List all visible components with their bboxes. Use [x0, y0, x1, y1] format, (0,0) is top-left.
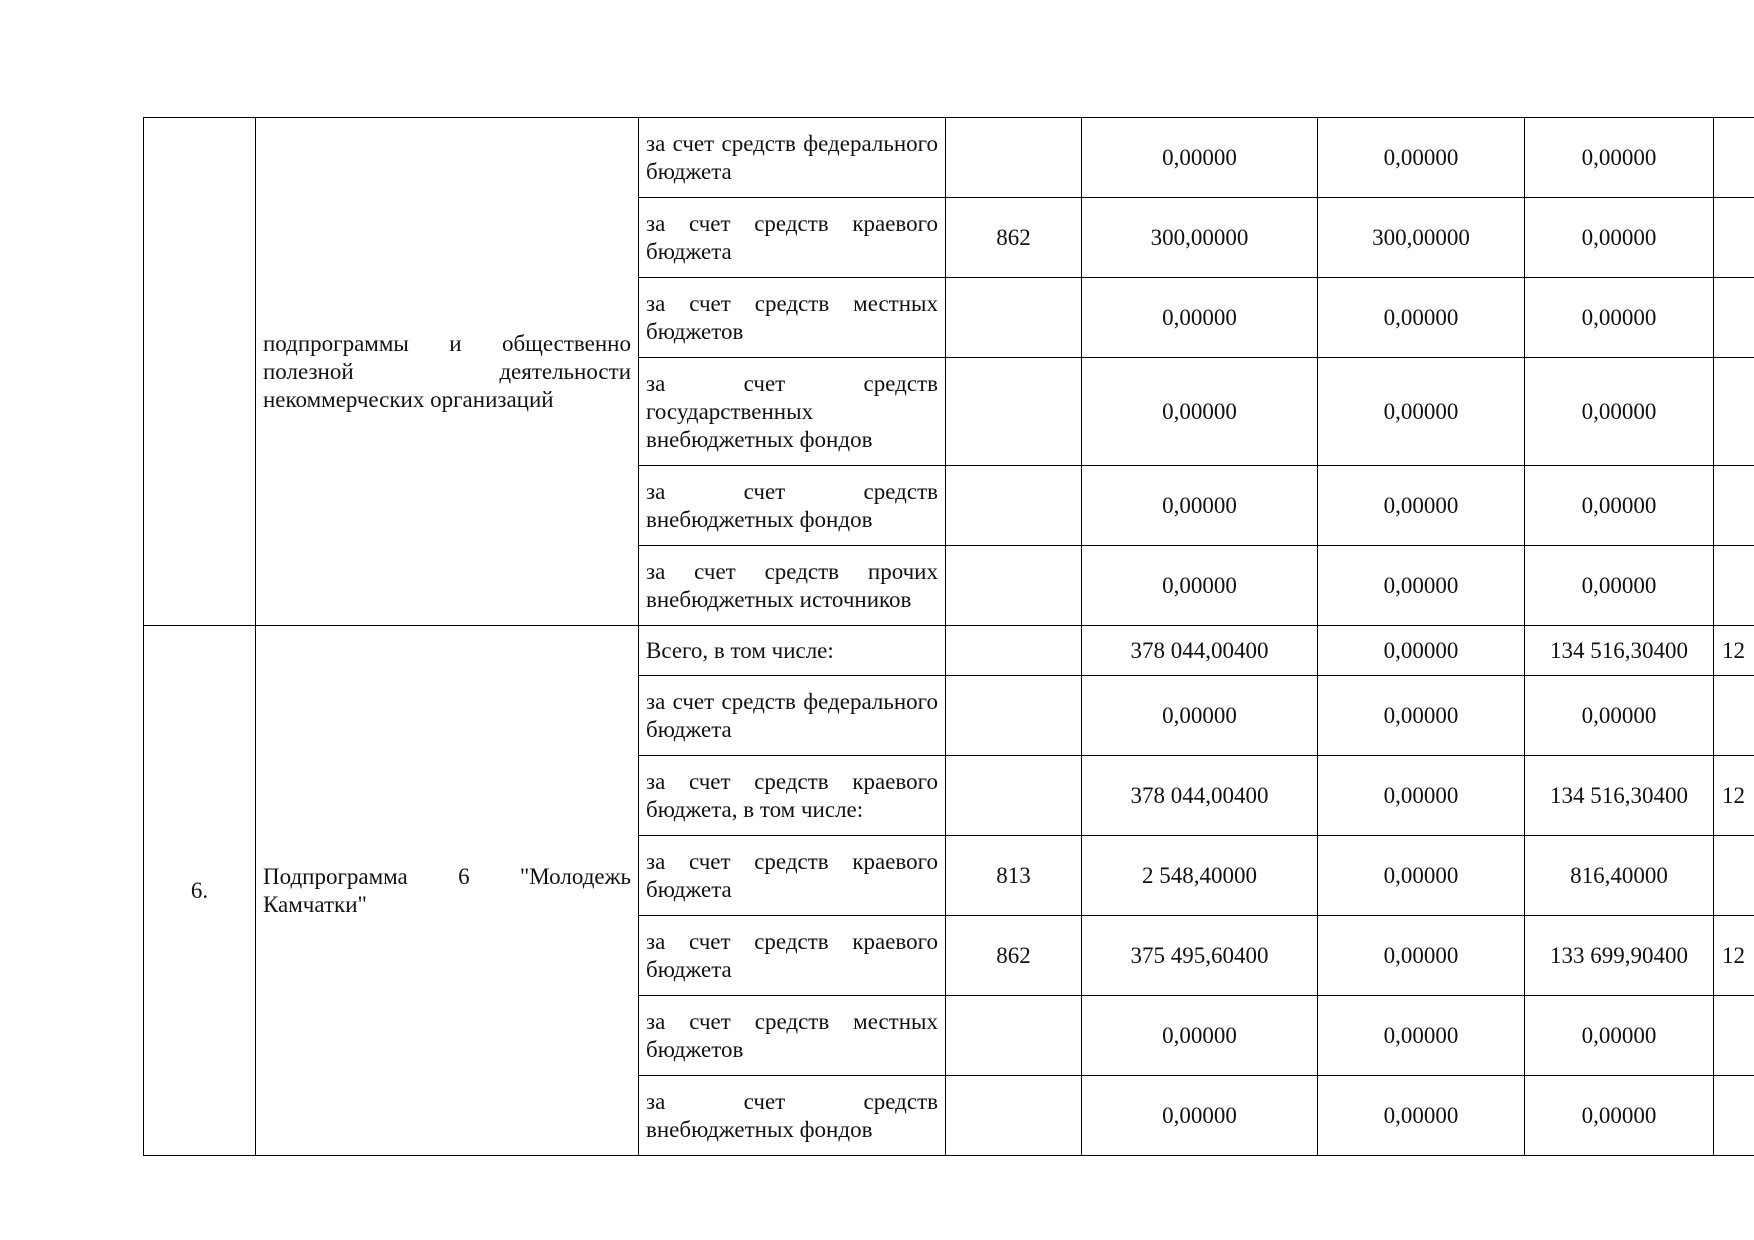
program-name-cell: подпрограммы и общественно полезной деятельности некоммерческих организаций — [256, 118, 639, 626]
code-cell — [946, 546, 1082, 626]
value-cell — [1714, 546, 1754, 626]
funding-source-cell: за счет средств федерального бюджета — [639, 118, 946, 198]
total-value-cell: 0,00000 — [1082, 466, 1318, 546]
funding-source-cell: за счет средств прочих внебюджетных источников — [639, 546, 946, 626]
value-cell — [1714, 996, 1754, 1076]
value-cell — [1714, 676, 1754, 756]
value-cell: 0,00000 — [1525, 466, 1714, 546]
value-cell: 0,00000 — [1318, 278, 1525, 358]
value-cell: 12 — [1714, 756, 1754, 836]
code-cell — [946, 996, 1082, 1076]
value-cell: 134 516,30400 — [1525, 626, 1714, 676]
funding-source-cell: за счет средств местных бюджетов — [639, 278, 946, 358]
value-cell: 0,00000 — [1318, 466, 1525, 546]
value-cell: 0,00000 — [1318, 676, 1525, 756]
value-cell — [1714, 198, 1754, 278]
funding-source-cell: за счет средств местных бюджетов — [639, 996, 946, 1076]
value-cell: 816,40000 — [1525, 836, 1714, 916]
total-value-cell: 375 495,60400 — [1082, 916, 1318, 996]
code-cell: 813 — [946, 836, 1082, 916]
total-value-cell: 2 548,40000 — [1082, 836, 1318, 916]
code-cell — [946, 466, 1082, 546]
total-value-cell: 0,00000 — [1082, 546, 1318, 626]
funding-source-cell: Всего, в том числе: — [639, 626, 946, 676]
code-cell — [946, 278, 1082, 358]
funding-source-cell: за счет средств государственных внебюджетных фондов — [639, 358, 946, 466]
code-cell — [946, 676, 1082, 756]
funding-source-cell: за счет средств краевого бюджета — [639, 916, 946, 996]
funding-source-cell: за счет средств краевого бюджета, в том числе: — [639, 756, 946, 836]
value-cell: 300,00000 — [1318, 198, 1525, 278]
total-value-cell: 378 044,00400 — [1082, 756, 1318, 836]
code-cell: 862 — [946, 916, 1082, 996]
total-value-cell: 0,00000 — [1082, 358, 1318, 466]
total-value-cell: 378 044,00400 — [1082, 626, 1318, 676]
value-cell: 133 699,90400 — [1525, 916, 1714, 996]
table-row — [144, 118, 1754, 198]
value-cell: 12 — [1714, 916, 1754, 996]
total-value-cell: 0,00000 — [1082, 278, 1318, 358]
code-cell — [946, 1076, 1082, 1156]
value-cell: 0,00000 — [1525, 676, 1714, 756]
funding-source-cell: за счет средств краевого бюджета — [639, 198, 946, 278]
code-cell — [946, 358, 1082, 466]
funding-source-cell: за счет средств федерального бюджета — [639, 676, 946, 756]
value-cell: 0,00000 — [1525, 118, 1714, 198]
program-name-cell: Подпрограмма 6 "Молодежь Камчатки" — [256, 626, 639, 1156]
total-value-cell: 0,00000 — [1082, 676, 1318, 756]
value-cell: 0,00000 — [1318, 358, 1525, 466]
total-value-cell: 0,00000 — [1082, 118, 1318, 198]
code-cell — [946, 626, 1082, 676]
row-number-cell: 6. — [144, 626, 256, 1156]
value-cell — [1714, 358, 1754, 466]
value-cell — [1714, 1076, 1754, 1156]
value-cell: 0,00000 — [1525, 1076, 1714, 1156]
value-cell: 134 516,30400 — [1525, 756, 1714, 836]
value-cell: 0,00000 — [1525, 358, 1714, 466]
value-cell: 0,00000 — [1318, 546, 1525, 626]
row-number-cell — [144, 118, 256, 626]
value-cell: 0,00000 — [1525, 546, 1714, 626]
value-cell — [1714, 278, 1754, 358]
total-value-cell: 300,00000 — [1082, 198, 1318, 278]
value-cell: 0,00000 — [1318, 836, 1525, 916]
value-cell: 0,00000 — [1525, 198, 1714, 278]
value-cell: 0,00000 — [1525, 278, 1714, 358]
value-cell: 0,00000 — [1318, 916, 1525, 996]
value-cell — [1714, 836, 1754, 916]
value-cell: 0,00000 — [1318, 1076, 1525, 1156]
table-row — [144, 626, 1754, 676]
value-cell — [1714, 118, 1754, 198]
value-cell: 0,00000 — [1318, 996, 1525, 1076]
total-value-cell: 0,00000 — [1082, 996, 1318, 1076]
funding-source-cell: за счет средств внебюджетных фондов — [639, 466, 946, 546]
value-cell: 0,00000 — [1318, 756, 1525, 836]
code-cell — [946, 118, 1082, 198]
value-cell: 0,00000 — [1318, 118, 1525, 198]
value-cell: 0,00000 — [1318, 626, 1525, 676]
value-cell: 0,00000 — [1525, 996, 1714, 1076]
budget-table — [143, 117, 1754, 1156]
funding-source-cell: за счет средств краевого бюджета — [639, 836, 946, 916]
table-body — [144, 118, 1754, 1156]
code-cell — [946, 756, 1082, 836]
funding-source-cell: за счет средств внебюджетных фондов — [639, 1076, 946, 1156]
total-value-cell: 0,00000 — [1082, 1076, 1318, 1156]
code-cell: 862 — [946, 198, 1082, 278]
value-cell — [1714, 466, 1754, 546]
value-cell: 12 — [1714, 626, 1754, 676]
